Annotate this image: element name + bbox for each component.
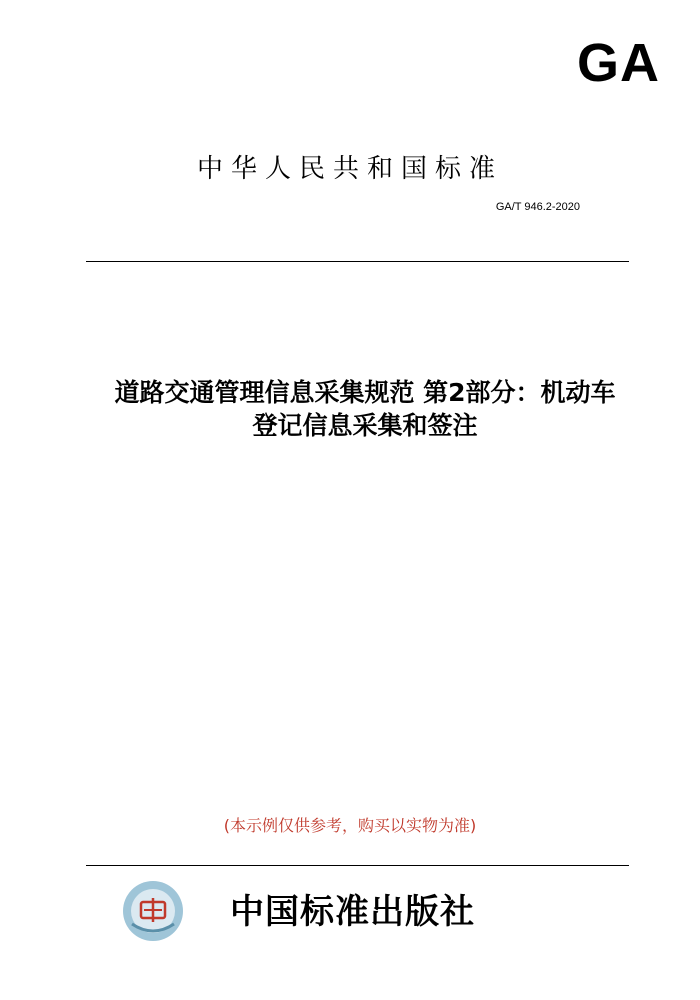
- sample-note: (本示例仅供参考，购买以实物为准): [223, 816, 477, 835]
- top-divider: [86, 261, 629, 262]
- bottom-divider: [86, 865, 629, 866]
- title-line-2: 登记信息采集和签注: [252, 411, 478, 440]
- title-line-1: 道路交通管理信息采集规范 第2部分：机动车: [114, 378, 616, 407]
- publisher-seal-icon: [122, 880, 184, 942]
- seal-emblem: [141, 898, 165, 922]
- national-standard-heading: [0, 156, 700, 182]
- standard-code: GA/T 946.2-2020: [495, 201, 580, 213]
- ga-logo: GA: [577, 33, 660, 93]
- document-title: [50, 376, 680, 442]
- publisher-name: 中国标准出版社: [230, 892, 475, 932]
- national-standard-text: 中华人民共和国标准: [196, 154, 503, 184]
